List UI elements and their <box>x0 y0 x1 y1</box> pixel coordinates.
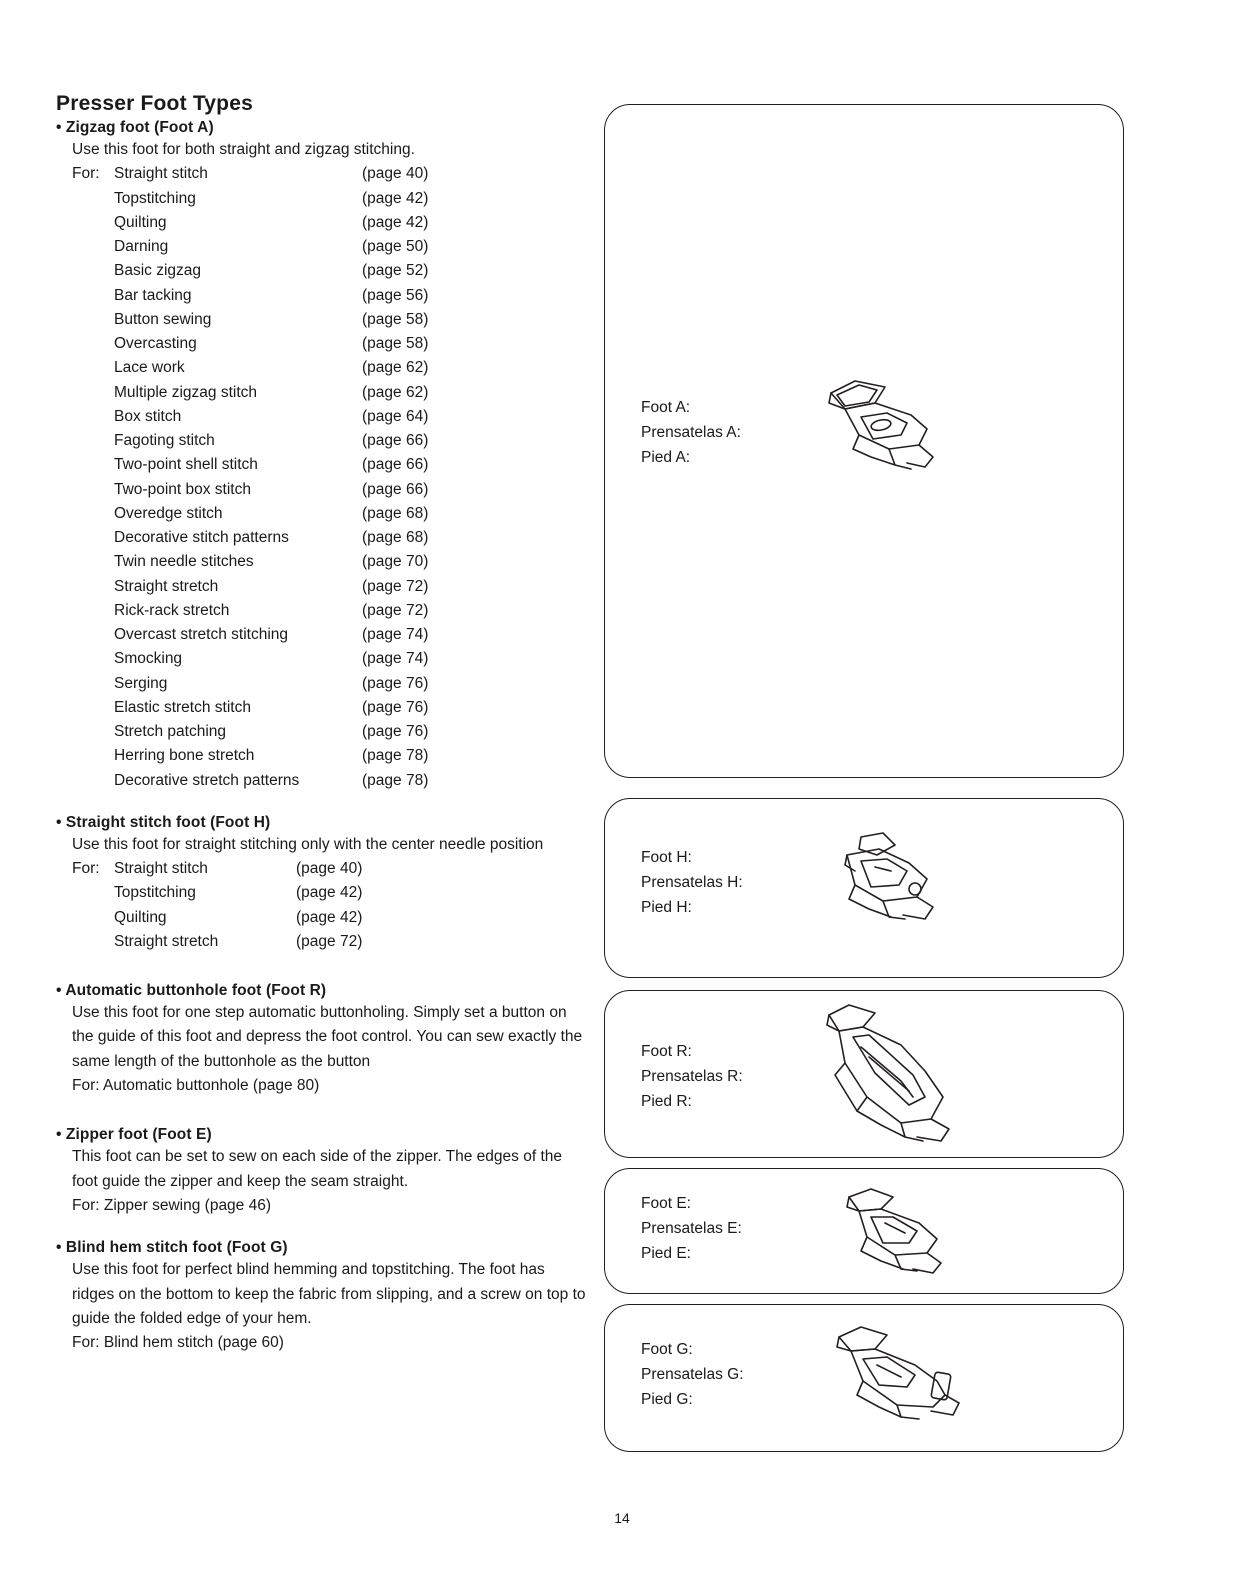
reference-page: (page 74) <box>362 650 429 668</box>
foot-label-fr: Pied G: <box>641 1391 693 1409</box>
section-straight-stitch-foot <box>56 814 586 954</box>
reference-row <box>72 187 586 211</box>
left-text-column <box>56 92 586 1358</box>
reference-row <box>72 526 586 550</box>
section-description-text: Use this foot for perfect blind hemming and topstitching. The foot has ridges on the bottom to keep the fabric from slipping, and a screw on top to guide the folded edge of your hem. <box>72 1261 586 1328</box>
for-spacer <box>72 575 114 599</box>
reference-page: (page 78) <box>362 771 429 789</box>
reference-name: Box stitch <box>114 407 182 425</box>
section-for-line: For: Automatic buttonhole (page 80) <box>72 1077 320 1095</box>
foot-label-es: Prensatelas G: <box>641 1366 744 1384</box>
reference-list-zigzag <box>72 162 586 793</box>
reference-name: Overcast stretch stitching <box>114 626 289 644</box>
foot-label-en: Foot A: <box>641 399 691 416</box>
for-spacer <box>72 599 114 623</box>
reference-row <box>72 696 586 720</box>
reference-page: (page 40) <box>362 165 429 183</box>
reference-page: (page 50) <box>362 238 429 256</box>
reference-name: Lace work <box>114 359 185 377</box>
presser-foot-e-illustration <box>827 1183 967 1283</box>
reference-row <box>72 381 586 405</box>
reference-name: Multiple zigzag stitch <box>114 383 258 401</box>
reference-name: Straight stitch <box>114 860 208 878</box>
for-spacer <box>72 259 114 283</box>
foot-box-r <box>604 990 1124 1158</box>
for-spacer <box>72 526 114 550</box>
for-spacer <box>72 453 114 477</box>
presser-foot-g-illustration <box>821 1319 981 1429</box>
section-description <box>72 1258 586 1355</box>
reference-name: Basic zigzag <box>114 262 202 280</box>
reference-row <box>72 550 586 574</box>
reference-row <box>72 906 586 930</box>
foot-box-e <box>604 1168 1124 1294</box>
reference-page: (page 42) <box>362 189 429 207</box>
for-spacer <box>72 502 114 526</box>
reference-page: (page 74) <box>362 626 429 644</box>
reference-name: Overedge stitch <box>114 504 223 522</box>
presser-foot-h-illustration <box>817 827 957 947</box>
reference-page: (page 72) <box>296 932 363 950</box>
reference-name: Two-point shell stitch <box>114 456 258 474</box>
section-description-text: Use this foot for both straight and zigzag stitching. <box>72 141 415 158</box>
for-spacer <box>72 672 114 696</box>
reference-page: (page 42) <box>296 884 363 902</box>
reference-page: (page 72) <box>362 577 429 595</box>
reference-page: (page 66) <box>362 432 429 450</box>
for-label: For: <box>72 860 100 878</box>
reference-name: Straight stitch <box>114 165 208 183</box>
reference-name: Straight stretch <box>114 932 219 950</box>
section-heading: • Automatic buttonhole foot (Foot R) <box>56 982 327 1000</box>
reference-name: Decorative stretch patterns <box>114 771 300 789</box>
for-spacer <box>72 478 114 502</box>
section-description <box>72 1145 586 1218</box>
reference-row <box>72 502 586 526</box>
reference-name: Decorative stitch patterns <box>114 529 289 547</box>
reference-name: Serging <box>114 674 168 692</box>
page-title: Presser Foot Types <box>56 92 253 115</box>
reference-row <box>72 162 586 186</box>
for-spacer <box>72 881 114 905</box>
for-spacer <box>72 623 114 647</box>
foot-e-labels <box>641 1191 742 1266</box>
reference-row <box>72 744 586 768</box>
reference-name: Bar tacking <box>114 286 192 304</box>
foot-label-en: Foot E: <box>641 1195 691 1212</box>
foot-label-en: Foot G: <box>641 1341 693 1358</box>
reference-name: Rick-rack stretch <box>114 601 230 619</box>
foot-label-en: Foot H: <box>641 849 692 866</box>
section-heading: • Zigzag foot (Foot A) <box>56 119 214 136</box>
section-heading: • Straight stitch foot (Foot H) <box>56 813 271 831</box>
for-spacer <box>72 429 114 453</box>
for-label: For: <box>72 165 100 183</box>
section-zipper-foot <box>56 1126 586 1218</box>
reference-page: (page 64) <box>362 407 429 425</box>
reference-row <box>72 235 586 259</box>
foot-box-a <box>604 104 1124 778</box>
reference-row <box>72 672 586 696</box>
section-heading: • Zipper foot (Foot E) <box>56 1126 212 1144</box>
presser-foot-r-illustration <box>805 1001 975 1151</box>
section-description <box>72 138 586 162</box>
reference-page: (page 66) <box>362 480 429 498</box>
for-spacer <box>72 308 114 332</box>
reference-row <box>72 930 586 954</box>
reference-name: Overcasting <box>114 335 197 353</box>
for-spacer <box>72 405 114 429</box>
reference-name: Fagoting stitch <box>114 432 215 450</box>
reference-page: (page 76) <box>362 723 429 741</box>
reference-page: (page 56) <box>362 286 429 304</box>
section-blind-hem-foot <box>56 1239 586 1355</box>
section-for-line: For: Blind hem stitch (page 60) <box>72 1334 284 1352</box>
reference-page: (page 76) <box>362 698 429 716</box>
reference-row <box>72 211 586 235</box>
for-spacer <box>72 356 114 380</box>
for-spacer <box>72 769 114 793</box>
reference-row <box>72 647 586 671</box>
page-number: 14 <box>614 1510 630 1526</box>
foot-r-labels <box>641 1039 743 1114</box>
reference-page: (page 62) <box>362 383 429 401</box>
foot-label-fr: Pied H: <box>641 899 692 917</box>
foot-label-en: Foot R: <box>641 1043 692 1060</box>
foot-label-es: Prensatelas H: <box>641 874 743 892</box>
foot-label-es: Prensatelas R: <box>641 1068 743 1086</box>
for-spacer <box>72 332 114 356</box>
reference-row <box>72 881 586 905</box>
presser-foot-a-illustration <box>815 373 955 483</box>
for-spacer <box>72 187 114 211</box>
section-description-text: This foot can be set to sew on each side of the zipper. The edges of the foot guide the zipper and keep the seam straight. <box>72 1148 562 1190</box>
foot-a-labels <box>641 395 741 470</box>
for-spacer <box>72 211 114 235</box>
for-spacer <box>72 647 114 671</box>
foot-label-fr: Pied E: <box>641 1245 691 1263</box>
reference-name: Topstitching <box>114 884 196 902</box>
reference-row <box>72 575 586 599</box>
reference-page: (page 68) <box>362 504 429 522</box>
foot-h-labels <box>641 845 743 920</box>
section-zigzag-foot <box>56 119 586 793</box>
foot-label-es: Prensatelas E: <box>641 1220 742 1238</box>
reference-page: (page 42) <box>296 908 363 926</box>
foot-box-h <box>604 798 1124 978</box>
reference-row <box>72 259 586 283</box>
reference-page: (page 42) <box>362 213 429 231</box>
for-spacer <box>72 381 114 405</box>
reference-row <box>72 769 586 793</box>
reference-name: Two-point box stitch <box>114 480 251 498</box>
section-description-text: Use this foot for straight stitching only with the center needle position <box>72 835 544 853</box>
foot-label-fr: Pied R: <box>641 1093 692 1111</box>
reference-name: Stretch patching <box>114 723 227 741</box>
reference-row <box>72 284 586 308</box>
reference-row <box>72 453 586 477</box>
reference-page: (page 52) <box>362 262 429 280</box>
reference-page: (page 58) <box>362 335 429 353</box>
foot-label-fr: Pied A: <box>641 449 691 467</box>
section-description <box>72 1001 586 1098</box>
reference-row <box>72 478 586 502</box>
section-heading: • Blind hem stitch foot (Foot G) <box>56 1239 288 1257</box>
reference-name: Twin needle stitches <box>114 553 254 571</box>
reference-name: Topstitching <box>114 189 196 207</box>
for-spacer <box>72 696 114 720</box>
reference-page: (page 70) <box>362 553 429 571</box>
foot-g-labels <box>641 1337 744 1412</box>
reference-page: (page 40) <box>296 860 363 878</box>
for-spacer <box>72 720 114 744</box>
reference-name: Elastic stretch stitch <box>114 698 251 716</box>
for-spacer <box>72 906 114 930</box>
reference-row <box>72 857 586 881</box>
section-description-text: Use this foot for one step automatic buttonholing. Simply set a button on the guide of this foot and depress the foot control. You can sew exactly the same length of the buttonhole as the button <box>72 1004 583 1070</box>
section-description <box>72 833 586 857</box>
reference-name: Button sewing <box>114 310 212 328</box>
reference-name: Quilting <box>114 908 167 926</box>
reference-page: (page 76) <box>362 674 429 692</box>
reference-page: (page 62) <box>362 359 429 377</box>
for-spacer <box>72 550 114 574</box>
reference-list-straight <box>72 857 586 954</box>
reference-row <box>72 308 586 332</box>
for-spacer <box>72 744 114 768</box>
reference-name: Quilting <box>114 213 167 231</box>
reference-name: Straight stretch <box>114 577 219 595</box>
reference-page: (page 78) <box>362 747 429 765</box>
for-spacer <box>72 235 114 259</box>
reference-page: (page 68) <box>362 529 429 547</box>
for-spacer <box>72 284 114 308</box>
reference-row <box>72 623 586 647</box>
reference-row <box>72 599 586 623</box>
foot-label-es: Prensatelas A: <box>641 424 741 442</box>
reference-row <box>72 429 586 453</box>
reference-row <box>72 356 586 380</box>
reference-name: Herring bone stretch <box>114 747 255 765</box>
reference-page: (page 66) <box>362 456 429 474</box>
reference-name: Smocking <box>114 650 183 668</box>
reference-row <box>72 720 586 744</box>
section-automatic-buttonhole-foot <box>56 982 586 1098</box>
reference-page: (page 58) <box>362 310 429 328</box>
foot-box-g <box>604 1304 1124 1452</box>
reference-row <box>72 405 586 429</box>
section-for-line: For: Zipper sewing (page 46) <box>72 1197 272 1215</box>
reference-name: Darning <box>114 238 169 256</box>
reference-row <box>72 332 586 356</box>
reference-page: (page 72) <box>362 601 429 619</box>
for-spacer <box>72 930 114 954</box>
